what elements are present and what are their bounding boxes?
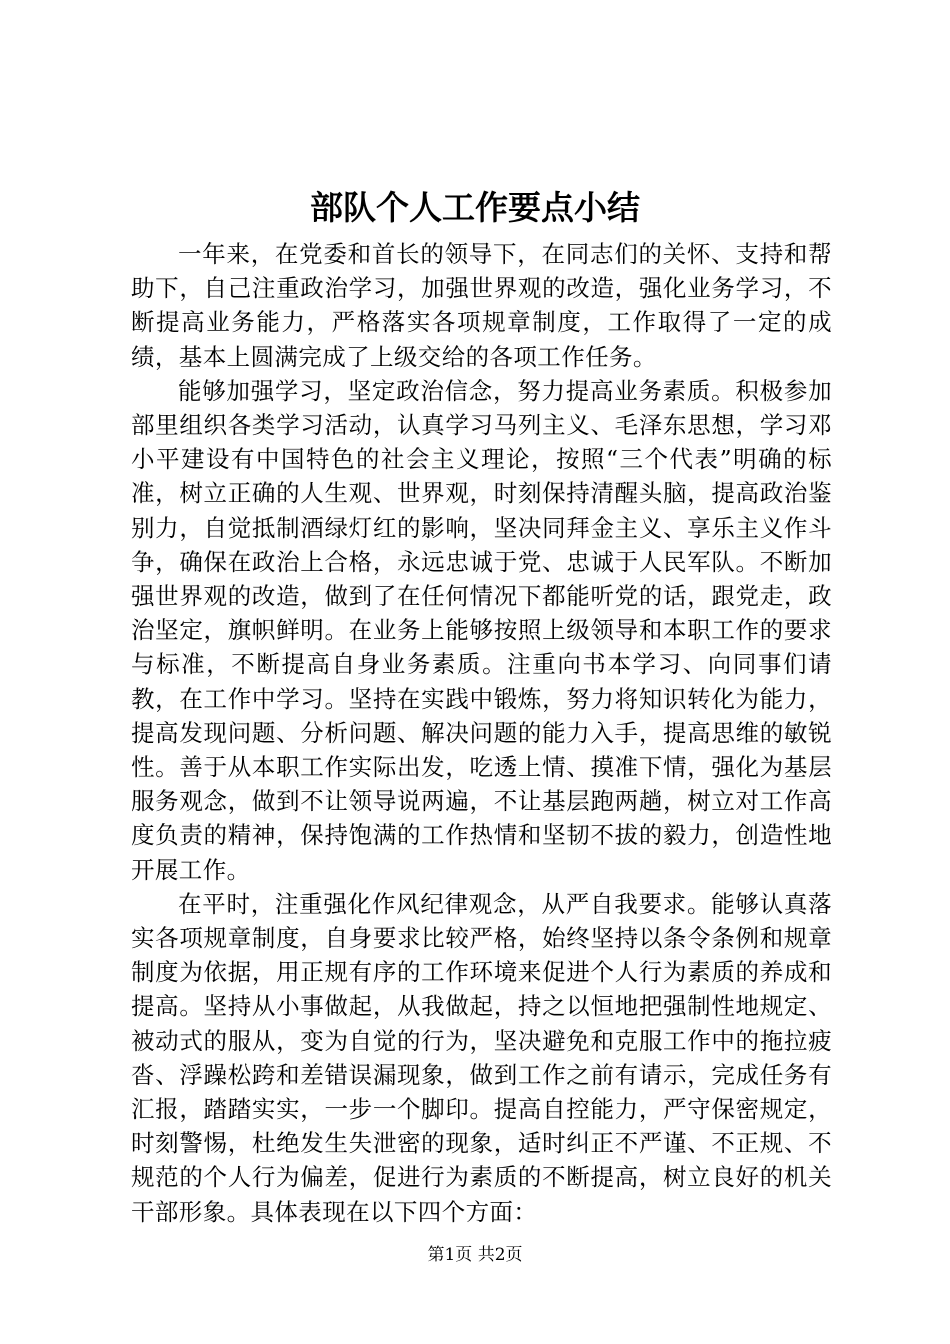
document-body: [131, 237, 832, 1229]
document-title: 部队个人工作要点小结: [310, 188, 640, 227]
paragraph-intro: 一年来，在党委和首长的领导下，在同志们的关怀、支持和帮助下，自己注重政治学习，加强世界观的改造，强化业务学习，不断提高业务能力，严格落实各项规章制度，工作取得了一定的成绩，基本上圆满完成了上级交给的各项工作任务。: [131, 240, 832, 371]
paragraph-study: 能够加强学习，坚定政治信念，努力提高业务素质。积极参加部里组织各类学习活动，认真学习马列主义、毛泽东思想，学习邓小平建设有中国特色的社会主义理论，按照“三个代表”明确的标准，树立正确的人生观、世界观，时刻保持清醒头脑，提高政治鉴别力，自觉抵制酒绿灯红的影响，坚决同拜金主义、享乐主义作斗争，确保在政治上合格，永远忠诚于党、忠诚于人民军队。不断加强世界观的改造，做到了在任何情况下都能听党的话，跟党走，政治坚定，旗帜鲜明。在业务上能够按照上级领导和本职工作的要求与标准，不断提高自身业务素质。注重向书本学习、向同事们请教，在工作中学习。坚持在实践中锻炼，努力将知识转化为能力，提高发现问题、分析问题、解决问题的能力入手，提高思维的敏锐性。善于从本职工作实际出发，吃透上情、摸准下情，强化为基层服务观念，做到不让领导说两遍，不让基层跑两趟，树立对工作高度负责的精神，保持饱满的工作热情和坚韧不拔的毅力，创造性地开展工作。: [131, 376, 832, 884]
page-footer: 第1页 共2页: [427, 1245, 523, 1265]
paragraph-discipline: 在平时，注重强化作风纪律观念，从严自我要求。能够认真落实各项规章制度，自身要求比较严格，始终坚持以条令条例和规章制度为依据，用正规有序的工作环境来促进个人行为素质的养成和提高。坚持从小事做起，从我做起，持之以恒地把强制性地规定、被动式的服从，变为自觉的行为，坚决避免和克服工作中的拖拉疲沓、浮躁松跨和差错误漏现象，做到工作之前有请示，完成任务有汇报，踏踏实实，一步一个脚印。提高自控能力，严守保密规定，时刻警惕，杜绝发生失泄密的现象，适时纠正不严谨、不正规、不规范的个人行为偏差，促进行为素质的不断提高，树立良好的机关干部形象。具体表现在以下四个方面：: [131, 889, 832, 1226]
